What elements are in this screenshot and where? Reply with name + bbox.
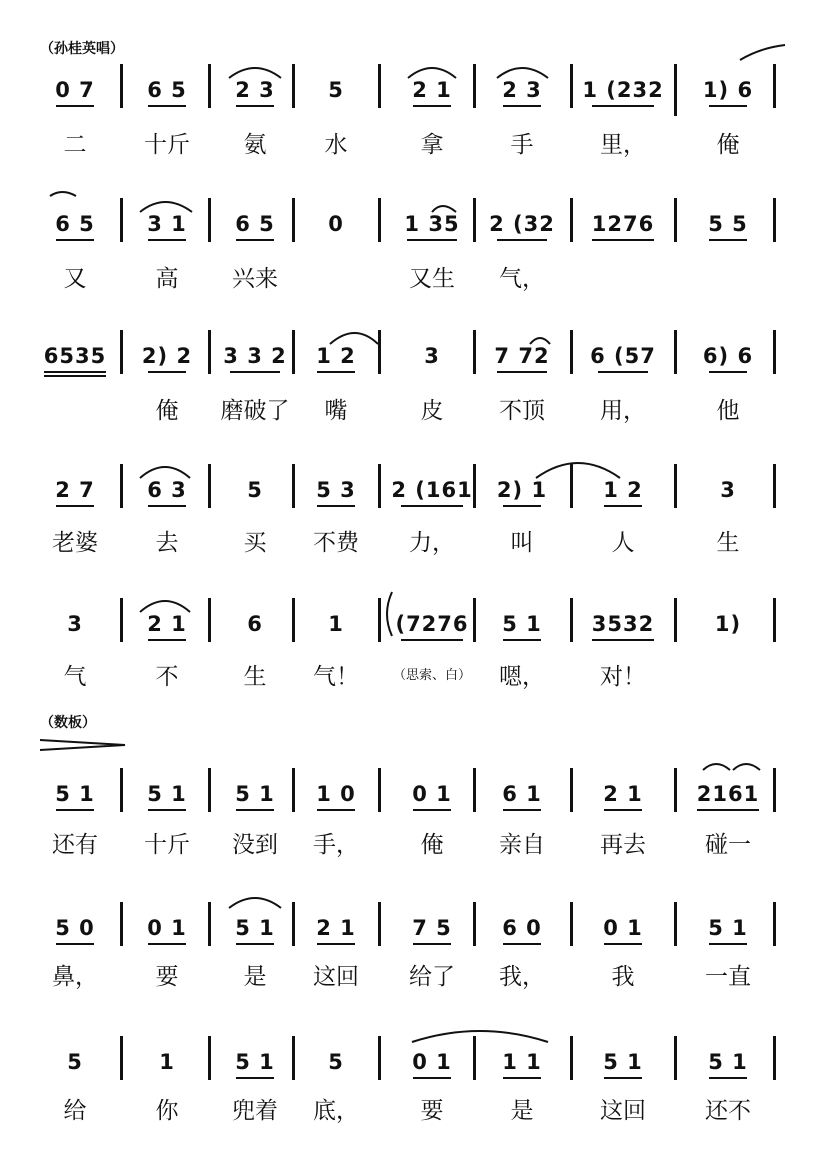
measure-notes: 0 1 [147,916,187,940]
slur [330,333,378,344]
lyric-text: 兴来 [232,266,278,292]
measure-notes: 5 1 [147,782,187,806]
lyric-text: 嘴 [324,398,348,424]
lyric-text: 还不 [705,1098,751,1124]
slur [530,338,550,344]
tie-across [740,45,785,60]
slur [497,68,548,78]
measure-notes: 2 3 [502,78,542,102]
slur [140,202,192,212]
measure-notes: 5 1 [708,916,748,940]
measure-notes: 2 1 [316,916,356,940]
measure-notes: 6 (57 [590,344,656,368]
lyric-text: 给了 [409,964,455,990]
measure-notes: 3 [720,478,736,502]
slur [536,463,620,478]
measure-notes: 1 35 [404,212,460,236]
lyric-text: （思索、白） [392,668,472,683]
slur [229,898,281,908]
measure-notes: 2161 [696,782,760,806]
lyric-text: 手 [510,132,534,158]
lyric-text: 一直 [705,964,751,990]
lyric-text: 气 [63,664,87,690]
lyric-text: 不费 [313,530,359,556]
measure-notes: 5 1 [502,612,542,636]
measure-notes: 0 [328,212,344,236]
measure-notes: 5 1 [708,1050,748,1074]
measure-notes: 6 5 [147,78,187,102]
measure-notes: 1) [714,612,742,636]
lyric-text: 叫 [510,530,534,556]
measure-notes: 2 3 [235,78,275,102]
measure-notes: 1 2 [316,344,356,368]
measure-notes: 0 1 [603,916,643,940]
measure-notes: 6 0 [502,916,542,940]
measure-notes: 5 [328,78,344,102]
lyric-text: 他 [716,398,740,424]
lyric-text: 你 [155,1098,179,1124]
lyric-text: 去 [155,530,179,556]
lyric-text: 手， [313,832,359,858]
measure-notes: 2 (32 [489,212,555,236]
measure-notes: 1 (232 [582,78,664,102]
measure-notes: 1276 [591,212,655,236]
measure-notes: 5 [67,1050,83,1074]
measure-notes: 5 1 [55,782,95,806]
lyric-text: 生 [243,664,267,690]
lyric-text: 亲自 [499,832,545,858]
lyric-text: 磨破了 [220,398,290,424]
lyric-text: 氨 [243,132,267,158]
wedge-mark [40,740,125,750]
lyric-text: 高 [155,266,179,292]
shuban-label: （数板） [40,715,96,731]
lyric-text: 我 [611,964,635,990]
measure-notes: 7 72 [494,344,550,368]
measure-notes: 3 3 2 [223,344,287,368]
lyric-text: 这回 [600,1098,646,1124]
lyric-text: 二 [63,132,87,158]
lyric-text: 俺 [716,132,740,158]
lyric-text: 买 [243,530,267,556]
lyric-text: 气， [499,266,545,292]
measure-notes: 7 5 [412,916,452,940]
lyric-text: 兜着 [232,1098,278,1124]
lyric-text: 再去 [600,832,646,858]
measure-notes: 3 1 [147,212,187,236]
measure-notes: 5 1 [235,916,275,940]
slur [703,764,730,770]
lyric-text: 老婆 [52,530,98,556]
lyric-text: 俺 [420,832,444,858]
measure-notes: 6535 [43,344,107,368]
lyric-text: 给 [63,1098,87,1124]
measure-notes: 0 7 [55,78,95,102]
measure-notes: 6 3 [147,478,187,502]
lyric-text: 还有 [52,832,98,858]
lyric-text: 这回 [313,964,359,990]
lyric-text: 底， [313,1098,359,1124]
measure-notes: 2) 2 [141,344,193,368]
measure-notes: 2 1 [147,612,187,636]
lyric-text: 力， [409,530,455,556]
measure-notes: 2) 1 [496,478,548,502]
measure-notes: 1 0 [316,782,356,806]
measure-notes: 1 2 [603,478,643,502]
measure-notes: 1 [328,612,344,636]
measure-notes: 5 [328,1050,344,1074]
lyric-text: 用， [600,398,646,424]
lyric-text: 碰一 [705,832,751,858]
measure-notes: 1 [159,1050,175,1074]
slur [229,68,281,78]
measure-notes: 6 5 [55,212,95,236]
measure-notes: 2 1 [412,78,452,102]
measure-notes: 3 [424,344,440,368]
lyric-text: 人 [611,530,635,556]
measure-notes: 5 1 [235,782,275,806]
measure-notes: 2 1 [603,782,643,806]
measure-notes: 6) 6 [702,344,754,368]
lyric-text: 俺 [155,398,179,424]
lyric-text: 气！ [313,664,359,690]
slur [733,764,760,770]
lyric-text: 生 [716,530,740,556]
measure-notes: 3 [67,612,83,636]
lyric-text: 我， [499,964,545,990]
lyric-text: 里， [600,132,646,158]
slur [140,601,190,612]
measure-notes: 6 5 [235,212,275,236]
lyric-text: 拿 [420,132,444,158]
bracket-open [387,592,392,636]
measure-notes: 3532 [591,612,655,636]
slur [408,68,456,78]
lyric-text: 皮 [420,398,444,424]
measure-notes: 6 [247,612,263,636]
slur [432,206,456,212]
measure-notes: 2 7 [55,478,95,502]
measure-notes: 0 1 [412,782,452,806]
lyric-text: 要 [420,1098,444,1124]
measure-notes: 5 1 [235,1050,275,1074]
lyric-text: 是 [243,964,267,990]
slur [140,467,190,478]
lyric-text: 水 [324,132,348,158]
measure-notes: 1 1 [502,1050,542,1074]
lyric-text: 不顶 [499,398,545,424]
lyric-text: 是 [510,1098,534,1124]
tie-across [50,192,76,196]
lyric-text: 又生 [409,266,455,292]
lyric-text: 对！ [600,664,646,690]
measure-notes: 5 1 [603,1050,643,1074]
lyric-text: 没到 [232,832,278,858]
singer-label: （孙桂英唱） [40,41,124,57]
lyric-text: 又 [63,266,87,292]
measure-notes: 5 0 [55,916,95,940]
measure-notes: (7276 [395,612,469,636]
measure-notes: 5 5 [708,212,748,236]
measure-notes: 5 [247,478,263,502]
measure-notes: 5 3 [316,478,356,502]
measure-notes: 2 (161 [391,478,473,502]
lyric-text: 要 [155,964,179,990]
lyric-text: 十斤 [144,132,190,158]
measure-notes: 1) 6 [702,78,754,102]
slur [412,1031,548,1042]
measure-notes: 6 1 [502,782,542,806]
lyric-text: 不 [155,664,179,690]
lyric-text: 鼻， [52,964,98,990]
measure-notes: 0 1 [412,1050,452,1074]
lyric-text: 十斤 [144,832,190,858]
lyric-text: 嗯， [499,664,545,690]
